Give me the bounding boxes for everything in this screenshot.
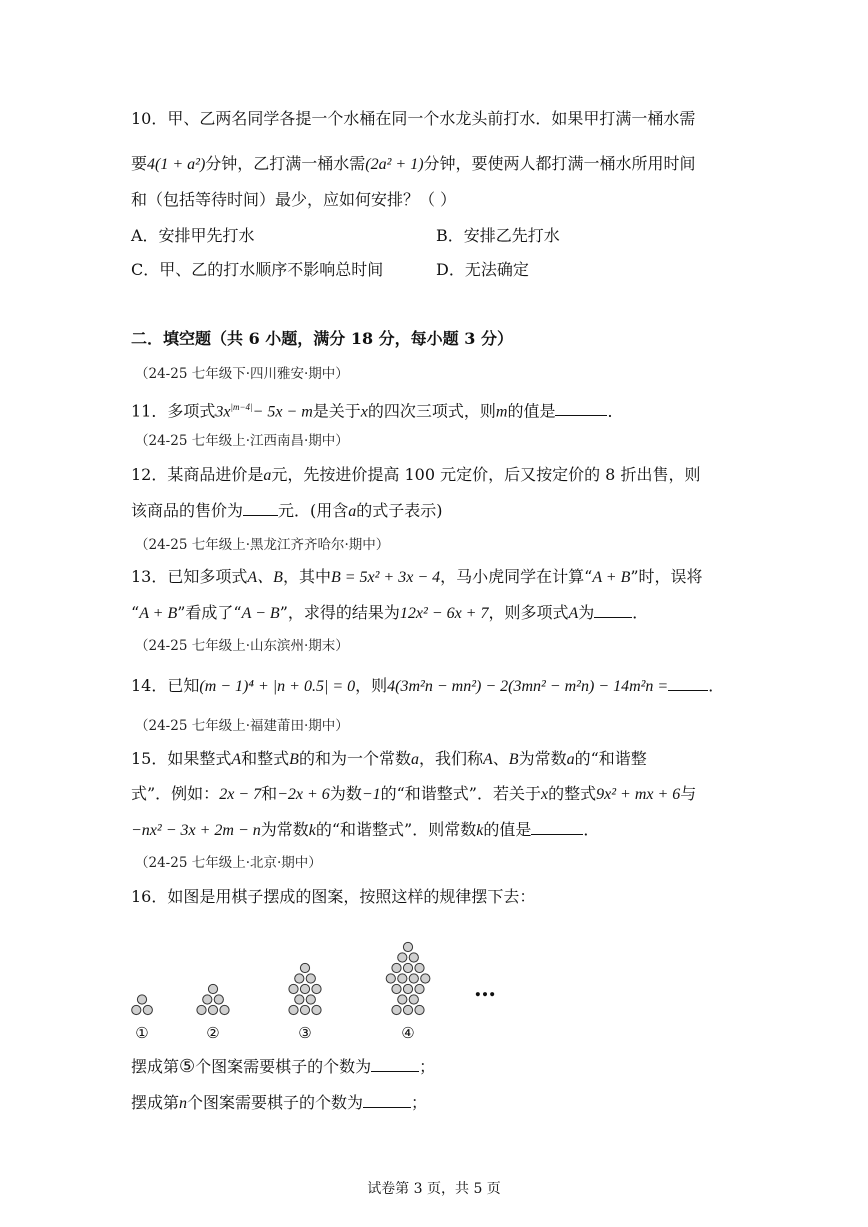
section-title-fill-in: 二．填空题（共 6 小题，满分 18 分，每小题 3 分）: [131, 329, 513, 348]
q16-ask2: 摆成第n个图案需要棋子的个数为 ；: [131, 1093, 428, 1112]
chess-piece: [132, 1005, 141, 1014]
chess-piece: [409, 974, 418, 983]
q13-source: （24-25 七年级上·黑龙江齐齐哈尔·期中）: [135, 537, 390, 553]
q15-line3: −nx² − 3x + 2m − n为常数k的“和谐整式”．则常数k的值是 ．: [131, 820, 600, 839]
chess-piece: [409, 995, 418, 1004]
figure-label-1: ①: [135, 1024, 149, 1042]
q10-line3: 和（包括等待时间）最少，应如何安排？（ ）: [131, 190, 457, 209]
chess-piece: [289, 984, 298, 993]
chess-piece: [306, 974, 315, 983]
chess-piece: [295, 995, 304, 1004]
chess-piece: [137, 995, 146, 1004]
chess-piece: [421, 974, 430, 983]
chess-piece: [392, 1005, 401, 1014]
chess-piece: [143, 1005, 152, 1014]
q12-line1: 12．某商品进价是a元，先按进价提高 100 元定价，后又按定价的 8 折出售，则: [131, 465, 701, 484]
q12-line2: 该商品的售价为 元．(用含a的式子表示): [131, 501, 443, 520]
chess-piece: [300, 963, 309, 972]
figure-ellipsis: …: [474, 976, 496, 1002]
chess-piece: [415, 1005, 424, 1014]
chess-piece: [220, 1005, 229, 1014]
q10-expr-a: 4(1 + a²): [147, 156, 206, 173]
chess-piece: [306, 995, 315, 1004]
chess-piece: [300, 984, 309, 993]
q10-option-c: C．甲、乙的打水顺序不影响总时间: [131, 260, 384, 279]
chess-piece: [403, 1005, 412, 1014]
q10-line2: 要4(1 + a²)分钟，乙打满一桶水需(2a² + 1)分钟，要使两人都打满一桶水所用时间: [131, 154, 696, 173]
q14-source: （24-25 七年级上·山东滨州·期末）: [135, 638, 349, 654]
q10-option-d: D．无法确定: [436, 260, 529, 279]
chess-piece: [300, 1005, 309, 1014]
q15-line2: 式”．例如：2x − 7和−2x + 6为数−1的“和谐整式”．若关于x的整式9x² + mx + 6与: [131, 784, 697, 803]
q11-line: 11．多项式$3x^{|m-4|}- 5x - m$是关于x的四次三项式，则m的值是 ．: [131, 401, 624, 421]
chess-piece: [392, 984, 401, 993]
q10-option-a: A．安排甲先打水: [131, 226, 255, 245]
chess-piece: [415, 963, 424, 972]
q12-source: （24-25 七年级上·江西南昌·期中）: [135, 433, 349, 449]
chess-piece: [289, 1005, 298, 1014]
q15-source: （24-25 七年级上·福建莆田·期中）: [135, 718, 349, 734]
chess-piece: [403, 963, 412, 972]
chess-piece: [208, 984, 217, 993]
q16-line1: 16．如图是用棋子摆成的图案，按照这样的规律摆下去：: [131, 887, 536, 906]
page-footer: 试卷第 3 页，共 5 页: [367, 1181, 501, 1197]
chess-piece: [386, 974, 395, 983]
chess-piece: [409, 953, 418, 962]
chess-piece: [197, 1005, 206, 1014]
chess-piece: [392, 963, 401, 972]
figure-label-3: ③: [298, 1024, 312, 1042]
answer-blank[interactable]: [363, 1091, 411, 1108]
q16-source: （24-25 七年级上·北京·期中）: [135, 855, 322, 871]
figure-label-2: ②: [206, 1024, 220, 1042]
q13-line1: 13．已知多项式A、B，其中B = 5x² + 3x − 4，马小虎同学在计算“A + B”时，误将: [131, 567, 703, 586]
chess-piece: [312, 1005, 321, 1014]
q10-line1: 10．甲、乙两名同学各提一个水桶在同一个水龙头前打水．如果甲打满一桶水需: [131, 109, 696, 128]
chess-piece: [203, 995, 212, 1004]
chess-piece: [403, 942, 412, 951]
chess-piece: [295, 974, 304, 983]
chess-piece: [398, 995, 407, 1004]
chess-piece: [312, 984, 321, 993]
chess-piece: [214, 995, 223, 1004]
figure-label-4: ④: [401, 1024, 415, 1042]
answer-blank[interactable]: [371, 1055, 419, 1072]
chess-piece: [415, 984, 424, 993]
q15-line1: 15．如果整式A和整式B的和为一个常数a，我们称A、B为常数a的“和谐整: [131, 749, 647, 768]
chess-piece: [403, 984, 412, 993]
q10-expr-b: (2a² + 1): [365, 156, 424, 173]
chess-piece: [398, 974, 407, 983]
chess-piece: [208, 1005, 217, 1014]
chess-piece: [398, 953, 407, 962]
q16-ask1: 摆成第⑤个图案需要棋子的个数为 ；: [131, 1056, 436, 1077]
q14-line: 14．已知(m − 1)⁴ + |n + 0.5| = 0，则4(3m²n − mn²) − 2(3mn² − m²n) − 14m²n = ．: [131, 676, 725, 695]
q11-source: （24-25 七年级下·四川雅安·期中）: [135, 366, 349, 382]
q13-line2: “A + B”看成了“A − B”，求得的结果为12x² − 6x + 7，则多项式A为 ．: [131, 603, 649, 622]
q10-option-b: B．安排乙先打水: [436, 226, 560, 245]
